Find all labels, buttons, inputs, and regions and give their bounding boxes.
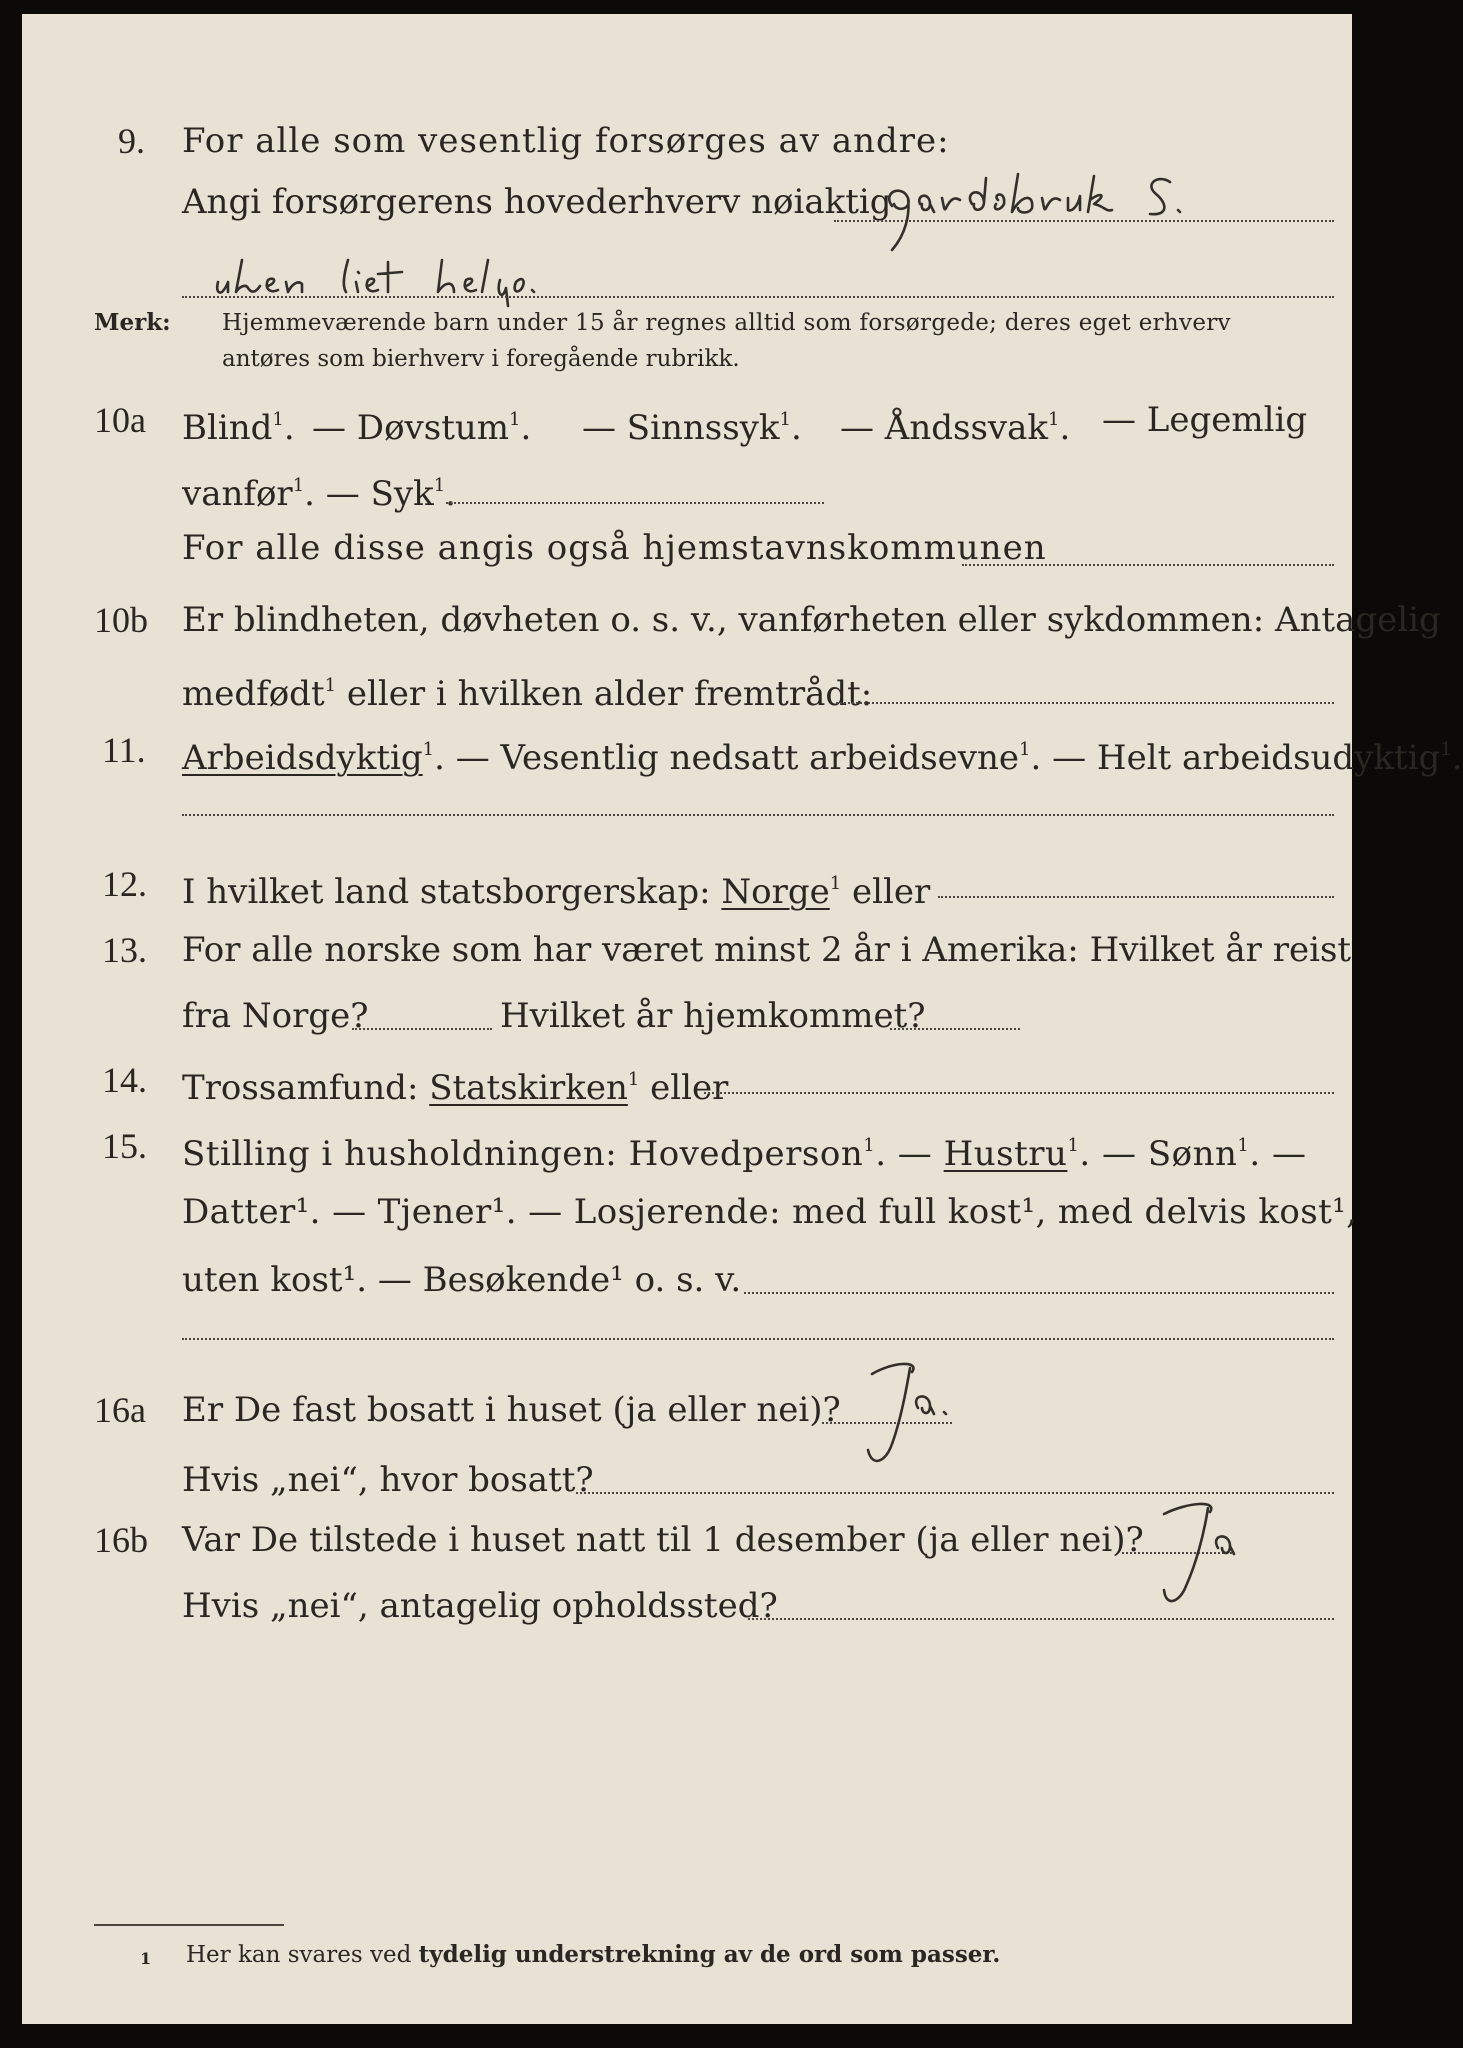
q14-line: Trossamfund: Statskirken$^1$ eller — [182, 1068, 729, 1108]
q15-answer-line2 — [182, 1338, 1334, 1340]
footnote-text: Her kan svares ved tydelig understrekning av de ord som passer. — [186, 1941, 1001, 1968]
q16b-opholdssted-line — [748, 1618, 1334, 1620]
q15-line1: Stilling i husholdningen: Hovedperson$^1$. — Hustru$^1$. — Sønn$^1$. — — [182, 1134, 1307, 1174]
q14-number: 14. — [102, 1060, 147, 1100]
q13-line2b: Hvilket år hjemkommet? — [500, 996, 926, 1036]
q11-number: 11. — [102, 730, 146, 770]
q9-line1: For alle som vesentlig forsørges av andre: — [182, 121, 950, 161]
merk-label: Merk: — [94, 309, 171, 336]
q10a-option-blind: Blind$^1$. — [182, 408, 295, 448]
q9-handwritten-answer1 — [872, 164, 1312, 254]
census-form-page — [22, 14, 1463, 2024]
q10b-answer-line — [836, 702, 1334, 704]
q16b-handwritten-answer — [1130, 1490, 1280, 1630]
merk-line2: antøres som bierhverv i foregående rubrikk. — [222, 346, 740, 372]
q13-reist-line — [352, 1028, 492, 1030]
q10a-option-legemlig: — Legemlig — [1102, 400, 1308, 440]
q13-line2a: fra Norge? — [182, 996, 369, 1036]
q15-line2: Datter¹. — Tjener¹. — Losjerende: med full kost¹, med delvis kost¹, — [182, 1192, 1358, 1232]
q16a-number: 16a — [94, 1390, 146, 1430]
q15-answer-line1 — [744, 1292, 1334, 1294]
q14-answer-line — [704, 1092, 1334, 1094]
footnote-rule — [94, 1924, 284, 1926]
q16b-number: 16b — [94, 1520, 148, 1560]
q9-answer-line2 — [182, 296, 1334, 298]
q11-line: Arbeidsdyktig$^1$. — Vesentlig nedsatt arbeidsevne$^1$. — Helt arbeidsudyktig$^1$. — [182, 738, 1463, 778]
q10b-line1: Er blindheten, døvheten o. s. v., vanførheten eller sykdommen: Antagelig — [182, 600, 1441, 640]
q16a-line1: Er De fast bosatt i huset (ja eller nei)? — [182, 1390, 841, 1430]
q16a-handwritten-answer — [842, 1352, 982, 1492]
q15-line3: uten kost¹. — Besøkende¹ o. s. v. — [182, 1260, 742, 1300]
q15-number: 15. — [102, 1126, 147, 1166]
q12-number: 12. — [102, 864, 147, 904]
q13-hjemkommet-line — [890, 1028, 1020, 1030]
q10a-number: 10a — [94, 400, 146, 440]
footnote-mark: 1 — [140, 1949, 152, 1968]
q10a-option-vanfor-syk: vanfør$^1$. — Syk$^1$. — [182, 474, 456, 514]
q10a-line3: For alle disse angis også hjemstavnskommunen — [182, 528, 1047, 568]
q10a-hjemstavn-line — [962, 564, 1334, 566]
q10a-option-dovstum: — Døvstum$^1$. — [312, 408, 532, 448]
q10a-answer-line — [446, 502, 824, 504]
q9-line2: Angi forsørgerens hovederhverv nøiaktig — [182, 182, 892, 222]
q16a-line2: Hvis „nei“, hvor bosatt? — [182, 1460, 594, 1500]
q10b-line2: medfødt$^1$ eller i hvilken alder fremtrådt: — [182, 674, 873, 714]
q13-number: 13. — [102, 930, 147, 970]
q9-handwritten-answer2 — [212, 252, 732, 312]
q11-answer-line — [182, 814, 1334, 816]
q10a-option-sinnssyk: — Sinnssyk$^1$. — [582, 408, 802, 448]
q9-number: 9. — [118, 121, 145, 161]
q16b-line1: Var De tilstede i huset natt til 1 desember (ja eller nei)? — [182, 1520, 1144, 1560]
q10b-number: 10b — [94, 600, 148, 640]
q12-line: I hvilket land statsborgerskap: Norge$^1$ eller — [182, 872, 931, 912]
q10a-option-andssvak: — Åndssvak$^1$. — [840, 408, 1071, 448]
q12-answer-line — [938, 896, 1334, 898]
q16b-line2: Hvis „nei“, antagelig opholdssted? — [182, 1586, 778, 1626]
q13-line1: For alle norske som har været minst 2 år i Amerika: Hvilket år reist — [182, 930, 1352, 970]
merk-line1: Hjemmeværende barn under 15 år regnes alltid som forsørgede; deres eget erhverv — [222, 310, 1231, 336]
